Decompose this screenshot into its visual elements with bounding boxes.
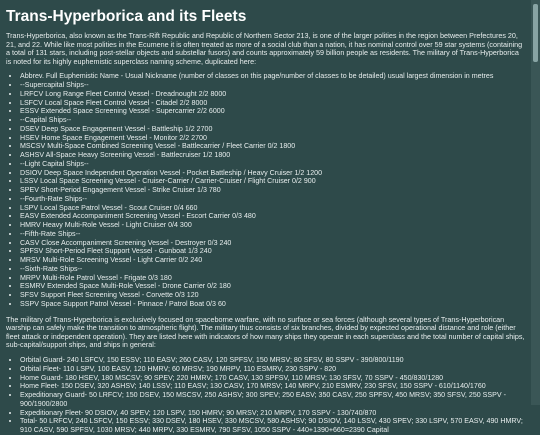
ship-class-item: • MSCSV Multi-Space Combined Screening Vessel - Battlecarrier / Fleet Carrier 0/2 1800 (20, 142, 526, 151)
ship-class-item: • MRSV Multi-Role Screening Vessel - Light Carrier 0/2 240 (20, 256, 526, 265)
ship-class-item: • LSPV Local Space Patrol Vessel - Scout Cruiser 0/4 660 (20, 204, 526, 213)
ship-class-item: • MRPV Multi-Role Patrol Vessel - Frigate 0/3 180 (20, 274, 526, 283)
ship-class-item: • EASV Extended Accompaniment Screening Vessel - Escort Carrier 0/3 480 (20, 212, 526, 221)
ship-class-item: • HSEV Home Space Engagement Vessel - Monitor 2/2 2700 (20, 134, 526, 143)
ship-class-item: • LRFCV Long Range Fleet Control Vessel - Dreadnought 2/2 8000 (20, 90, 526, 99)
ship-class-item: • SPFSV Short-Period Fleet Support Vessel - Gunboat 1/3 240 (20, 247, 526, 256)
vertical-scrollbar[interactable] (531, 0, 540, 405)
intro-paragraph: Trans-Hyperborica, also known as the Trans-Rift Republic and Republic of Northern Sector 213, is one of the larger polities in the region between Prefectures 20, 21, and 22. While like most polities in the Ecumene it is often treated as more of a social club than a nation, it has nominal control over 59 star systems (containing a total of 131 stars, including post-stellar objects and substellar fusors) and counts approximately 59 billion people as residents. The military of Trans-Hyperborica is noted for its highly euphemistic superclass naming scheme, duplicated here: (6, 31, 523, 66)
ship-class-item: • Abbrev. Full Euphemistic Name - Usual Nickname (number of classes on this page/number of classes to be detailed) usual largest dimension in metres (20, 72, 526, 81)
ship-class-item: • ASHSV All-Space Heavy Screening Vessel - Battlecruiser 1/2 1800 (20, 151, 526, 160)
ship-class-item: • LSFCV Local Space Fleet Control Vessel - Citadel 2/2 8000 (20, 99, 526, 108)
branch-item: • Home Guard- 180 HSEV, 180 MSCSV; 90 SPEV; 220 HMRV; 170 CASV, 130 SPFSV, 110 MRSV; 130 SFSV, 70 SSPV - 450/830/1280 (20, 374, 526, 383)
ship-class-item: • ESSV Extended Space Screening Vessel - Supercarrier 2/2 6000 (20, 107, 526, 116)
ship-class-item: • DSIOV Deep Space Independent Operation Vessel - Pocket Battleship / Heavy Cruiser 1/2 1200 (20, 169, 526, 178)
ship-class-item: • --Fourth-Rate Ships-- (20, 195, 526, 204)
ship-classes-list (6, 72, 526, 308)
scrollbar-thumb[interactable] (533, 4, 538, 62)
ship-class-item: • SPEV Short-Period Engagement Vessel - Strike Cruiser 1/3 780 (20, 186, 526, 195)
branch-item: • Expeditionary Guard- 50 LRFCV; 150 DSEV, 150 MSCSV, 250 ASHSV; 300 SPEV; 250 EASV; 350 CASV, 250 SPFSV, 450 MRSV; 350 SFSV, 250 SSPV - 900/1900/2800 (20, 391, 526, 409)
branches-list (6, 356, 526, 435)
ship-class-item: • CASV Close Accompaniment Screening Vessel - Destroyer 0/3 240 (20, 239, 526, 248)
ship-class-item: • --Fifth-Rate Ships-- (20, 230, 526, 239)
ship-class-item: • --Light Capital Ships-- (20, 160, 526, 169)
branch-item: • Orbital Fleet- 110 LSPV, 100 EASV, 120 HMRV; 60 MRSV; 190 MRPV, 110 ESMRV, 230 SSPV - 820 (20, 365, 526, 374)
ship-class-item: • LSSV Local Space Screening Vessel - Cruiser-Carrier / Carrier-Cruiser / Flight Cruiser 0/2 900 (20, 177, 526, 186)
page-title: Trans-Hyperborica and its Fleets (6, 8, 247, 25)
ship-class-item: • HMRV Heavy Multi-Role Vessel - Light Cruiser 0/4 300 (20, 221, 526, 230)
ship-class-item: • --Sixth-Rate Ships-- (20, 265, 526, 274)
branch-item: • Expeditionary Fleet- 90 DSIOV, 40 SPEV; 120 LSPV, 150 HMRV; 90 MRSV; 210 MRPV, 170 SSPV - 130/740/870 (20, 409, 526, 418)
branch-item: • Orbital Guard- 240 LSFCV, 150 ESSV; 110 EASV; 260 CASV, 120 SPFSV, 150 MRSV; 80 SFSV, 80 SSPV - 390/800/1190 (20, 356, 526, 365)
branch-item: • Total- 50 LRFCV, 240 LSFCV, 150 ESSV; 330 DSEV, 180 HSEV, 330 MSCSV, 580 ASHSV; 90 DSIOV, 140 LSSV, 430 SPEV; 330 LSPV, 570 EASV, 490 HMRV; 910 CASV, 590 SPFSV, 1030 MRSV; 440 MRPV, 330 ESMRV, 790 SFSV, 1050 SSPV - 440+1390+660=2390 Capital (20, 417, 526, 435)
ship-class-item: • ESMRV Extended Space Multi-Role Vessel - Drone Carrier 0/2 180 (20, 282, 526, 291)
ship-class-item: • SSPV Space Support Patrol Vessel - Pinnace / Patrol Boat 0/3 60 (20, 300, 526, 309)
branch-item: • Home Fleet- 150 DSEV, 320 ASHSV; 140 LSSV; 110 EASV; 130 CASV, 170 MRSV; 140 MRPV, 210 ESMRV, 230 SFSV, 150 SSPV - 610/1140/1760 (20, 382, 526, 391)
ship-class-item: • SFSV Support Fleet Screening Vessel - Corvette 0/3 120 (20, 291, 526, 300)
military-paragraph: The military of Trans-Hyperborica is exclusively focused on spaceborne warfare, with no surface or sea forces (although several types of Trans-Hyperborican warship can safely make the transition to atmospheric flight). The military thus consists of six branches, divided by expected operational distance and role (either fleet attack or independent operation). They are listed here with indicators of how many ships they operate in each superclass and the total number of capital ships, sub-capital/support ships, and ships in general: (6, 314, 525, 350)
ship-class-item: • --Supercapital Ships-- (20, 81, 526, 90)
ship-class-item: • DSEV Deep Space Engagement Vessel - Battleship 1/2 2700 (20, 125, 526, 134)
ship-class-item: • --Capital Ships-- (20, 116, 526, 125)
